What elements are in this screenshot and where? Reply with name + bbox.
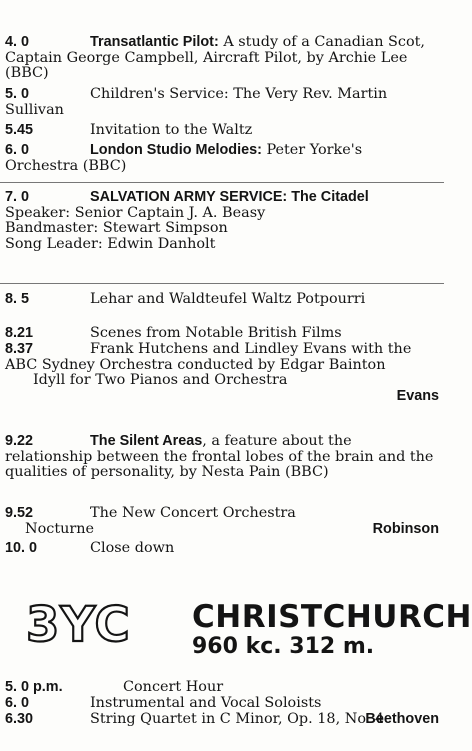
entry-time: 4. 0	[5, 34, 30, 50]
entry-text: Children's Service: The Very Rev. Martin Sullivan	[5, 86, 388, 118]
programme-entry	[5, 292, 439, 308]
speaker-line: Speaker: Senior Captain J. A. Beasy	[5, 204, 266, 221]
entry-time: 9.22	[5, 433, 34, 449]
entry-time: 9.52	[5, 505, 34, 521]
entry-text: Concert Hour	[123, 679, 224, 695]
entry-text: Scenes from Notable British Films	[90, 325, 342, 341]
entry-time: 5. 0 p.m.	[5, 679, 63, 695]
entry-time: 5.45	[5, 122, 34, 138]
divider	[0, 182, 444, 183]
entry-text: , a feature about the relationship between the frontal lobes of the brain and the qualities of personality, by Nesta Pain (BBC)	[5, 433, 434, 480]
programme-entry	[5, 87, 439, 118]
station-name: CHRISTCHURCH	[192, 599, 472, 635]
entry-text: Instrumental and Vocal Soloists	[90, 695, 322, 711]
divider	[0, 283, 444, 284]
entry-title: Transatlantic Pilot:	[90, 34, 219, 50]
entry-time: 8.21	[5, 325, 34, 341]
entry-text: Frank Hutchens and Lindley Evans with the ABC Sydney Orchestra conducted by Edgar Bainton	[5, 341, 412, 373]
programme-entry	[5, 541, 439, 557]
entry-body	[5, 35, 439, 82]
programme-entry	[5, 506, 439, 537]
station-logo: 3YC	[26, 597, 131, 653]
entry-body	[5, 712, 439, 728]
entry-body	[5, 143, 439, 174]
entry-text: The New Concert Orchestra	[90, 505, 296, 521]
programme-entry	[5, 712, 439, 728]
programme-entry	[5, 434, 439, 481]
entry-text: Invitation to the Waltz	[90, 122, 253, 138]
programme-entry	[5, 326, 439, 342]
entry-time: 7. 0	[5, 189, 30, 205]
work-title: Nocturne	[25, 520, 95, 537]
entry-time: 8.37	[5, 341, 34, 357]
entry-text: Lehar and Waldteufel Waltz Potpourri	[90, 291, 366, 307]
entry-text: A study of a Canadian Scot, Captain George Campbell, Aircraft Pilot, by Archie Lee (BBC)	[5, 34, 425, 81]
programme-entry	[5, 190, 439, 252]
entry-title: SALVATION ARMY SERVICE: The Citadel	[90, 189, 369, 205]
station-frequency: 960 kc. 312 m.	[192, 634, 375, 659]
programme-entry	[5, 143, 439, 174]
composer: Evans	[396, 387, 439, 404]
entry-text: Peter Yorke's Orchestra (BBC)	[5, 142, 363, 174]
programme-entry	[5, 123, 439, 139]
entry-time: 6.30	[5, 711, 34, 727]
programme-entry	[5, 35, 439, 82]
entry-title: London Studio Melodies:	[90, 142, 262, 158]
work-title: Idyll for Two Pianos and Orchestra	[33, 372, 288, 388]
work-row	[5, 522, 439, 538]
song-leader-line: Song Leader: Edwin Danholt	[5, 235, 216, 252]
programme-entry	[5, 680, 439, 696]
composer: Robinson	[372, 520, 439, 537]
entry-time: 8. 5	[5, 291, 30, 307]
entry-time: 6. 0	[5, 142, 30, 158]
entry-body	[5, 190, 439, 206]
entry-body	[5, 434, 439, 481]
entry-title: The Silent Areas	[90, 433, 203, 449]
bandmaster-line: Bandmaster: Stewart Simpson	[5, 220, 228, 236]
programme-entry	[5, 696, 439, 712]
programme-entry	[5, 342, 439, 404]
composer: Beethoven	[365, 711, 439, 727]
entry-text: Close down	[90, 540, 175, 556]
entry-time: 5. 0	[5, 86, 30, 102]
entry-text: String Quartet in C Minor, Op. 18, No. 4	[90, 711, 385, 727]
entry-time: 10. 0	[5, 540, 38, 556]
entry-time: 6. 0	[5, 695, 30, 711]
